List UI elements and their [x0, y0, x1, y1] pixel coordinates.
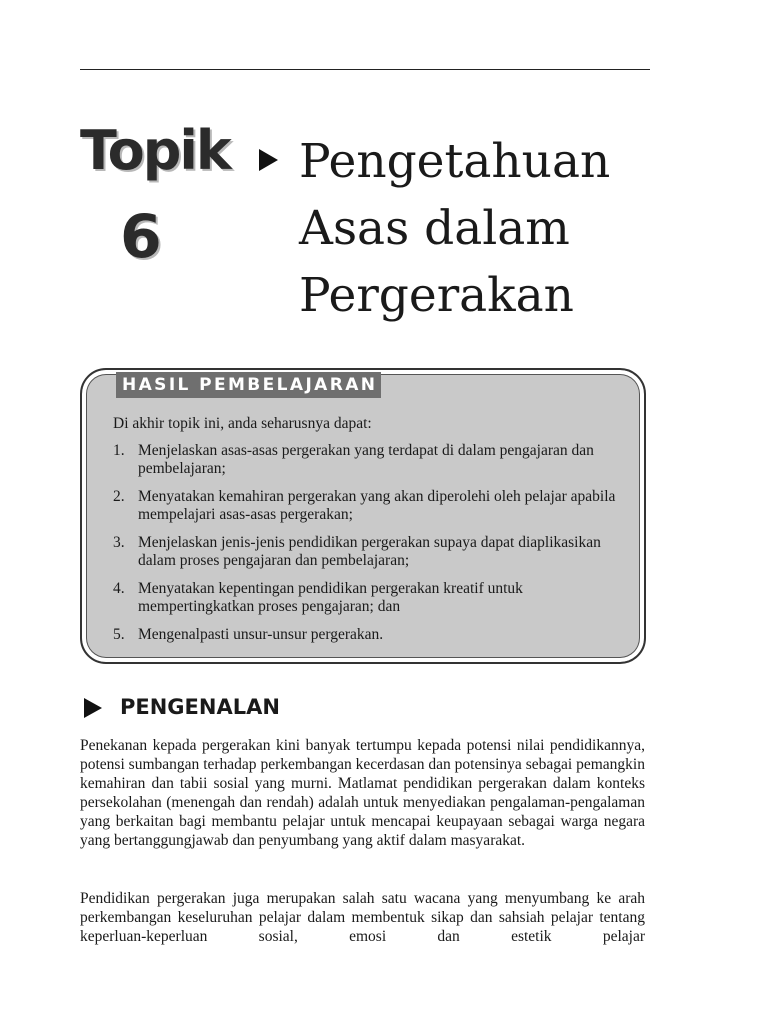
list-item [113, 442, 629, 478]
learning-outcomes-list [113, 442, 629, 654]
list-item-text: Mengenalpasti unsur-unsur pergerakan. [138, 626, 384, 643]
section-heading: PENGENALAN [120, 695, 280, 719]
triangle-right-icon [259, 149, 278, 171]
topic-title-line: Pengetahuan [299, 134, 611, 189]
list-item-number: 4. [113, 580, 125, 597]
topic-title [299, 128, 610, 329]
list-item [113, 580, 629, 616]
paragraph: Penekanan kepada pergerakan kini banyak tertumpu kepada potensi nilai pendidikannya, potensi sumbangan terhadap perkembangan kecerdasan dan potensinya sebagai pemangkin kemahiran dan tabii sosial yang murni. Matlamat pendidikan pergerakan dalam konteks persekolahan (menengah dan rendah) adalah untuk menyediakan pengalaman-pengalaman yang berkaitan bagi membantu pelajar untuk mencapai keupayaan sebagai warga negara yang bertanggungjawab dan penyumbang yang aktif dalam masyarakat. [80, 737, 645, 849]
list-item-number: 5. [113, 626, 125, 643]
topic-label: Topik [80, 119, 230, 182]
topic-number: 6 [120, 202, 162, 272]
list-item [113, 534, 629, 570]
list-item-number: 2. [113, 488, 125, 505]
paragraph: Pendidikan pergerakan juga merupakan salah satu wacana yang menyumbang ke arah perkembangan keseluruhan pelajar dalam membentuk sikap dan sahsiah pelajar tentang keperluan-keperluan sosial, emosi dan estetik pelajar [80, 890, 645, 945]
topic-title-line: Asas dalam [299, 201, 570, 256]
list-item-text: Menyatakan kemahiran pergerakan yang akan diperolehi oleh pelajar apabila mempelajari asas-asas pergerakan; [138, 488, 616, 523]
learning-outcomes-heading: HASIL PEMBELAJARAN [116, 372, 381, 398]
list-item [113, 626, 629, 644]
list-item-number: 3. [113, 534, 125, 551]
list-item-number: 1. [113, 442, 125, 459]
header-rule [80, 69, 650, 70]
learning-outcomes-intro: Di akhir topik ini, anda seharusnya dapat: [113, 415, 372, 432]
list-item [113, 488, 629, 524]
triangle-right-icon [84, 698, 102, 718]
list-item-text: Menjelaskan asas-asas pergerakan yang terdapat di dalam pengajaran dan pembelajaran; [138, 442, 594, 477]
list-item-text: Menjelaskan jenis-jenis pendidikan pergerakan supaya dapat diaplikasikan dalam proses pengajaran dan pembelajaran; [138, 534, 601, 569]
topic-title-line: Pergerakan [299, 268, 574, 323]
list-item-text: Menyatakan kepentingan pendidikan pergerakan kreatif untuk mempertingkatkan proses pengajaran; dan [138, 580, 523, 615]
